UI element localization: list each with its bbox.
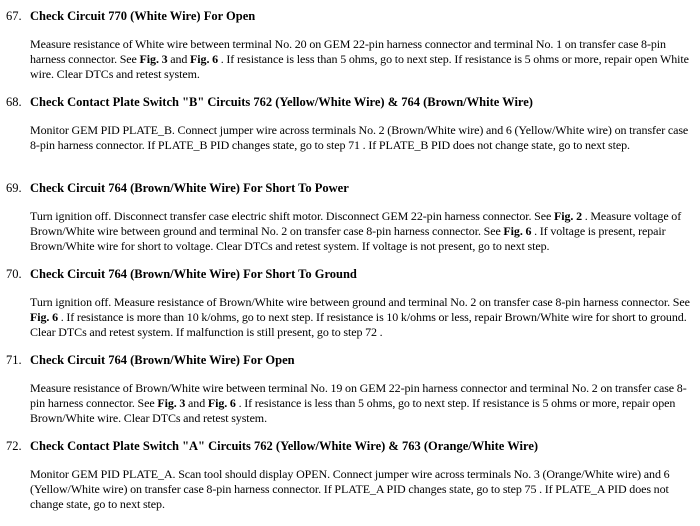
step-title: Check Circuit 764 (Brown/White Wire) For Short To Power [30, 181, 349, 195]
step-number: 68. [6, 95, 22, 109]
body-text: . If resistance is less than 5 ohms, go to next step. If resistance is 5 ohms or more, repair open White wire. Clear DTCs and retest system. [30, 52, 689, 81]
step-68 [0, 92, 700, 153]
body-text: and [167, 52, 191, 66]
step-header [0, 350, 700, 370]
figure-reference: Fig. 3 [139, 52, 168, 66]
body-text: Monitor GEM PID PLATE_B. Connect jumper wire across terminals No. 2 (Brown/White wire) and 6 (Yellow/White wire) on transfer case 8-pin harness connector. If PLATE_B PID changes state, go to step 71 . If PLATE_B PID does not change state, go to next step. [30, 123, 689, 152]
step-72 [0, 436, 700, 512]
step-body [30, 37, 695, 82]
body-text: Turn ignition off. Disconnect transfer case electric shift motor. Disconnect GEM 22-pin harness connector. See [30, 209, 554, 223]
step-70 [0, 264, 700, 340]
body-text: and [185, 396, 208, 410]
body-text: Measure resistance of White wire between terminal No. 20 on GEM 22-pin harness connector and terminal No. 1 on transfer case 8-pin harness connector. See [30, 37, 666, 66]
body-text: . If voltage is present, repair Brown/White wire for short to voltage. Clear DTCs and retest system. If voltage is not present, go to next step. [30, 224, 666, 253]
body-text: Measure resistance of Brown/White wire between terminal No. 19 on GEM 22-pin harness connector and terminal No. 2 on transfer case 8-pin harness connector. See [30, 381, 687, 410]
step-header [0, 178, 700, 198]
step-header [0, 6, 700, 26]
body-text: . Measure voltage of Brown/White wire between ground and terminal No. 2 on transfer case 8-pin harness connector. See [30, 209, 682, 238]
step-number: 70. [6, 267, 22, 281]
body-text: . If resistance is less than 5 ohms, go to next step. If resistance is 5 ohms or more, repair open Brown/White wire. Clear DTCs and retest system. [30, 396, 676, 425]
step-67 [0, 6, 700, 82]
step-number: 69. [6, 181, 22, 195]
step-number: 71. [6, 353, 22, 367]
step-number: 67. [6, 9, 22, 23]
step-body [30, 295, 695, 340]
step-number: 72. [6, 439, 22, 453]
step-header [0, 264, 700, 284]
step-body [30, 209, 695, 254]
step-title: Check Circuit 764 (Brown/White Wire) For Short To Ground [30, 267, 357, 281]
step-body [30, 381, 695, 426]
step-header [0, 92, 700, 112]
step-title: Check Circuit 770 (White Wire) For Open [30, 9, 256, 23]
step-title: Check Circuit 764 (Brown/White Wire) For Open [30, 353, 295, 367]
figure-reference: Fig. 3 [157, 396, 186, 410]
figure-reference: Fig. 6 [207, 396, 236, 410]
step-body [30, 123, 695, 153]
step-header [0, 436, 700, 456]
step-71 [0, 350, 700, 426]
step-title: Check Contact Plate Switch "B" Circuits 762 (Yellow/White Wire) & 764 (Brown/White Wire) [30, 95, 533, 109]
body-text: . If resistance is more than 10 k/ohms, go to next step. If resistance is 10 k/ohms or less, repair Brown/White wire for short to ground. Clear DTCs and retest system. If malfunction is still present, go to step 72 . [30, 310, 687, 339]
figure-reference: Fig. 6 [30, 310, 58, 324]
step-69 [0, 178, 700, 254]
figure-reference: Fig. 6 [503, 224, 532, 238]
step-title: Check Contact Plate Switch "A" Circuits 762 (Yellow/White Wire) & 763 (Orange/White Wire) [30, 439, 539, 453]
body-text: Monitor GEM PID PLATE_A. Scan tool should display OPEN. Connect jumper wire across terminals No. 3 (Orange/White wire) and 6 (Yellow/White wire) on transfer case 8-pin harness connector. If PLATE_A PID changes state, go to step 75 . If PLATE_A PID does not change state, go to next step. [30, 467, 670, 511]
body-text: Turn ignition off. Measure resistance of Brown/White wire between ground and terminal No. 2 on transfer case 8-pin harness connector. See [30, 295, 690, 309]
figure-reference: Fig. 2 [554, 209, 582, 223]
figure-reference: Fig. 6 [190, 52, 219, 66]
step-body [30, 467, 695, 512]
